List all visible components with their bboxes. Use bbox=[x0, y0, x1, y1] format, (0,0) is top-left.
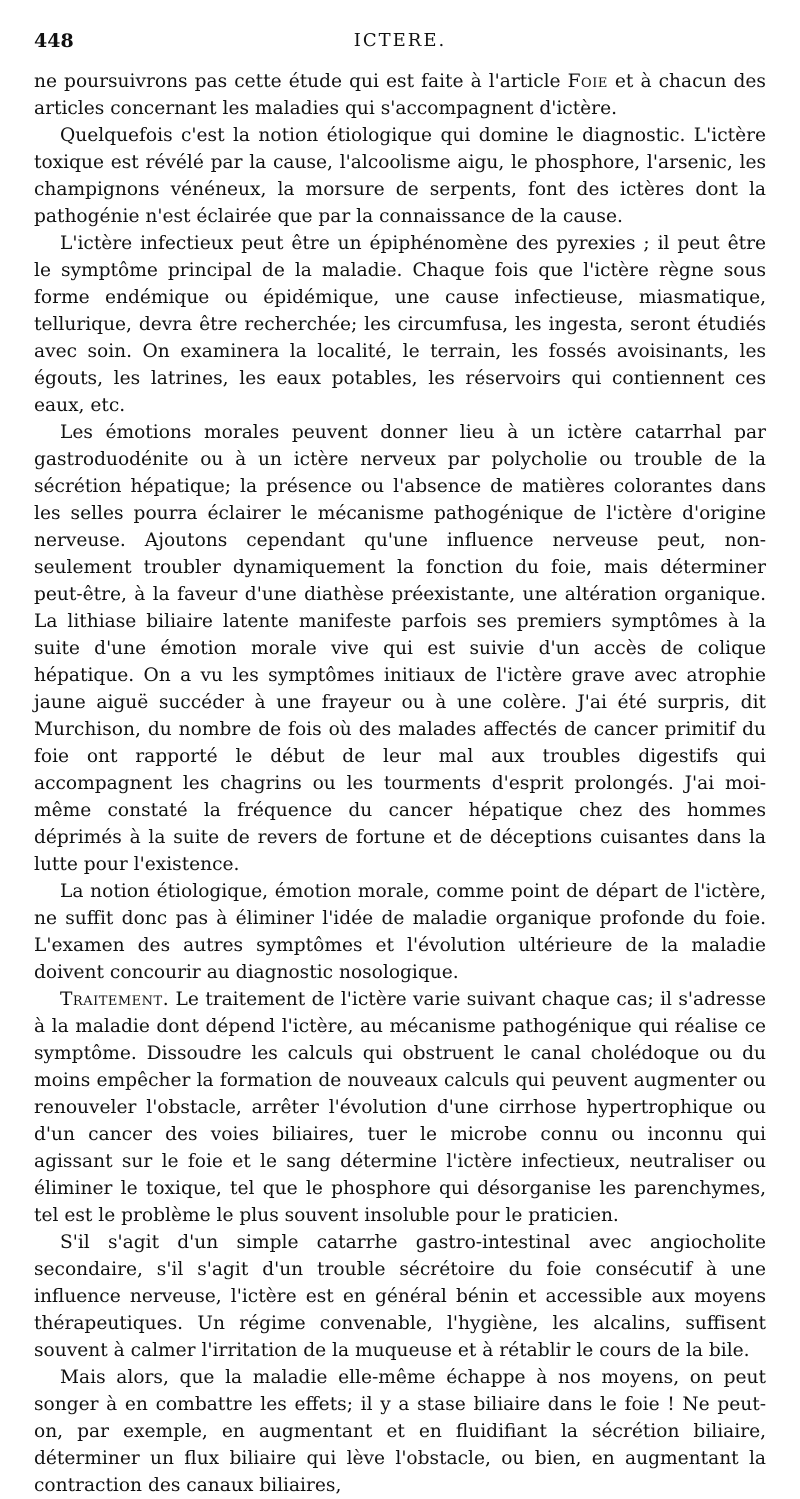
running-title: ICTERE. bbox=[353, 30, 447, 51]
running-head bbox=[34, 30, 766, 58]
paragraph: La notion étiologique, émotion morale, comme point de départ de l'ictère, ne suffit donc pas à éliminer l'idée de maladie organique profonde du foie. L'examen des autres symptômes et l'évolution ultérieure de la maladie doivent concourir au diagnostic nosologique. bbox=[34, 881, 766, 983]
paragraph bbox=[34, 68, 766, 122]
paragraph: Quelquefois c'est la notion étiologique qui domine le diagnostic. L'ictère toxique est révélé par la cause, l'alcoolisme aigu, le phosphore, l'arsenic, les champignons vénéneux, la morsure de serpents, font des ictères dont la pathogénie n'est éclairée que par la connaissance de la cause. bbox=[34, 125, 766, 227]
section-heading: Traitement. bbox=[60, 989, 170, 1010]
paragraph-text: ne poursuivrons pas cette étude qui est faite à l'article bbox=[34, 71, 561, 92]
paragraph: L'ictère infectieux peut être un épiphénomène des pyrexies ; il peut être le symptôme principal de la maladie. Chaque fois que l'ictère règne sous forme endémique ou épidémique, une cause infectieuse, miasmatique, tellurique, devra être recherchée; les circumfusa, les ingesta, seront étudiés avec soin. On examinera la localité, le terrain, les fossés avoisinants, les égouts, les latrines, les eaux potables, les réservoirs qui contiennent ces eaux, etc. bbox=[34, 233, 766, 416]
paragraph-text: et à chacun des articles concernant les maladies qui s'accompagnent d'ictère. bbox=[34, 71, 766, 119]
page-number: 448 bbox=[34, 30, 74, 52]
paragraph: Les émotions morales peuvent donner lieu à un ictère catarrhal par gastroduodénite ou à un ictère nerveux par polycholie ou trouble de la sécrétion hépatique; la présence ou l'absence de matières colorantes dans les selles pourra éclairer le mécanisme pathogénique de l'ictère d'origine nerveuse. Ajoutons cependant qu'une influence nerveuse peut, non-seulement troubler dynamiquement la fonction du foie, mais déterminer peut-être, à la faveur d'une diathèse préexistante, une altération organique. La lithiase biliaire latente manifeste parfois ses premiers symptômes à la suite d'une émotion morale vive qui est suivie d'un accès de colique hépatique. On a vu les symptômes initiaux de l'ictère grave avec atrophie jaune aiguë succéder à une frayeur ou à une colère. J'ai été surpris, dit Murchison, du nombre de fois où des malades affectés de cancer primitif du foie ont rapporté le début de leur mal aux troubles digestifs qui accompagnent les chagrins ou les tourments d'esprit prolongés. J'ai moi-même constaté la fréquence du cancer hépatique chez des hommes déprimés à la suite de revers de fortune et de déceptions cuisantes dans la lutte pour l'existence. bbox=[34, 422, 766, 875]
paragraph-text: Le traitement de l'ictère varie suivant chaque cas; il s'adresse à la maladie dont dépend l'ictère, au mécanisme pathogénique qui réalise ce symptôme. Dissoudre les calculs qui obstruent le canal cholédoque ou du moins empêcher la formation de nouveaux calculs qui peuvent augmenter ou renouveler l'obstacle, arrêter l'évolution d'une cirrhose hypertrophique ou d'un cancer des voies biliaires, tuer le microbe connu ou inconnu qui agissant sur le foie et le sang détermine l'ictère infectieux, neutraliser ou éliminer le toxique, tel que le phosphore qui désorganise les parenchymes, tel est le problème le plus souvent insoluble pour le praticien. bbox=[34, 989, 766, 1226]
cross-reference: Foie bbox=[567, 71, 608, 92]
paragraph: Mais alors, que la maladie elle-même échappe à nos moyens, on peut songer à en combattre les effets; il y a stase biliaire dans le foie ! Ne peut-on, par exemple, en augmentant et en fluidifiant la sécrétion biliaire, déterminer un flux biliaire qui lève l'obstacle, ou bien, en augmentant la contraction des canaux biliaires, bbox=[34, 1367, 766, 1496]
paragraph: S'il s'agit d'un simple catarrhe gastro-intestinal avec angiocholite secondaire, s'il s'agit d'un trouble sécrétoire du foie consécutif à une influence nerveuse, l'ictère est en général bénin et accessible aux moyens thérapeutiques. Un régime convenable, l'hygiène, les alcalins, suffisent souvent à calmer l'irritation de la muqueuse et à rétablir le cours de la bile. bbox=[34, 1232, 766, 1361]
body-text bbox=[34, 68, 766, 1499]
paragraph bbox=[34, 986, 766, 1229]
